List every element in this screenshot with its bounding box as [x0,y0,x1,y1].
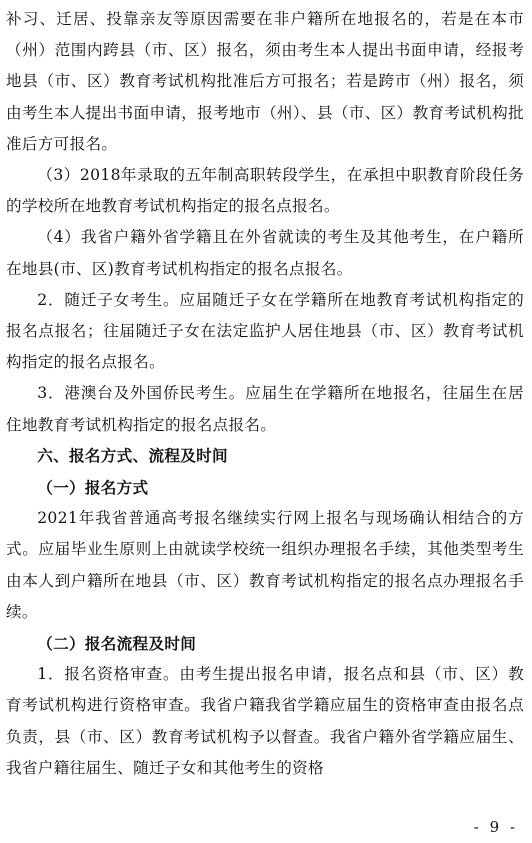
paragraph-item-3-vocational-students: （3）2018年录取的五年制高职转段学生，在承担中职教育阶段任务的学校所在地教育考试机构指定的报名点报名。 [6,166,524,216]
section-heading-registration: 六、报名方式、流程及时间 [37,446,228,465]
document-body [6,4,524,784]
paragraph-registration-exceptions: 补习、迁居、投靠亲友等原因需要在非户籍所在地报名的，若是在本市（州）范围内跨县（市、区）报名，须由考生本人提出书面申请，经报考地县（市、区）教育考试机构批准后方可报名；若是跨市（州）报名，须由考生本人提出书面申请，报考地市（州）、县（市、区）教育考试机构批准后方可报名。 [6,10,524,153]
paragraph-qualification-review: 1．报名资格审查。由考生提出报名申请，报名点和县（市、区）教育考试机构进行资格审查。我省户籍我省学籍应届生的资格审查由报名点负责，县（市、区）教育考试机构予以督查。我省户籍外省学籍应届生、我省户籍往届生、随迁子女和其他考生的资格 [6,665,524,777]
paragraph-migrant-children: 2．随迁子女考生。应届随迁子女在学籍所在地教育考试机构指定的报名点报名；往届随迁子女在法定监护人居住地县（市、区）教育考试机构指定的报名点报名。 [6,290,524,372]
paragraph-item-4-out-of-province-students: （4）我省户籍外省学籍且在外省就读的考生及其他考生，在户籍所在地县(市、区)教育考试机构指定的报名点报名。 [6,228,524,278]
paragraph-hk-macao-taiwan-overseas: 3．港澳台及外国侨民考生。应届生在学籍所在地报名，往届生在居住地教育考试机构指定的报名点报名。 [6,384,524,434]
page-number: - 9 - [473,818,518,836]
subsection-heading-registration-method: （一）报名方式 [37,478,149,498]
subsection-heading-registration-process: （二）报名流程及时间 [37,634,197,654]
paragraph-registration-method: 2021年我省普通高考报名继续实行网上报名与现场确认相结合的方式。应届毕业生原则上由就读学校统一组织办理报名手续，其他类型考生由本人到户籍所在地县（市、区）教育考试机构指定的报名点办理报名手续。 [6,509,524,621]
